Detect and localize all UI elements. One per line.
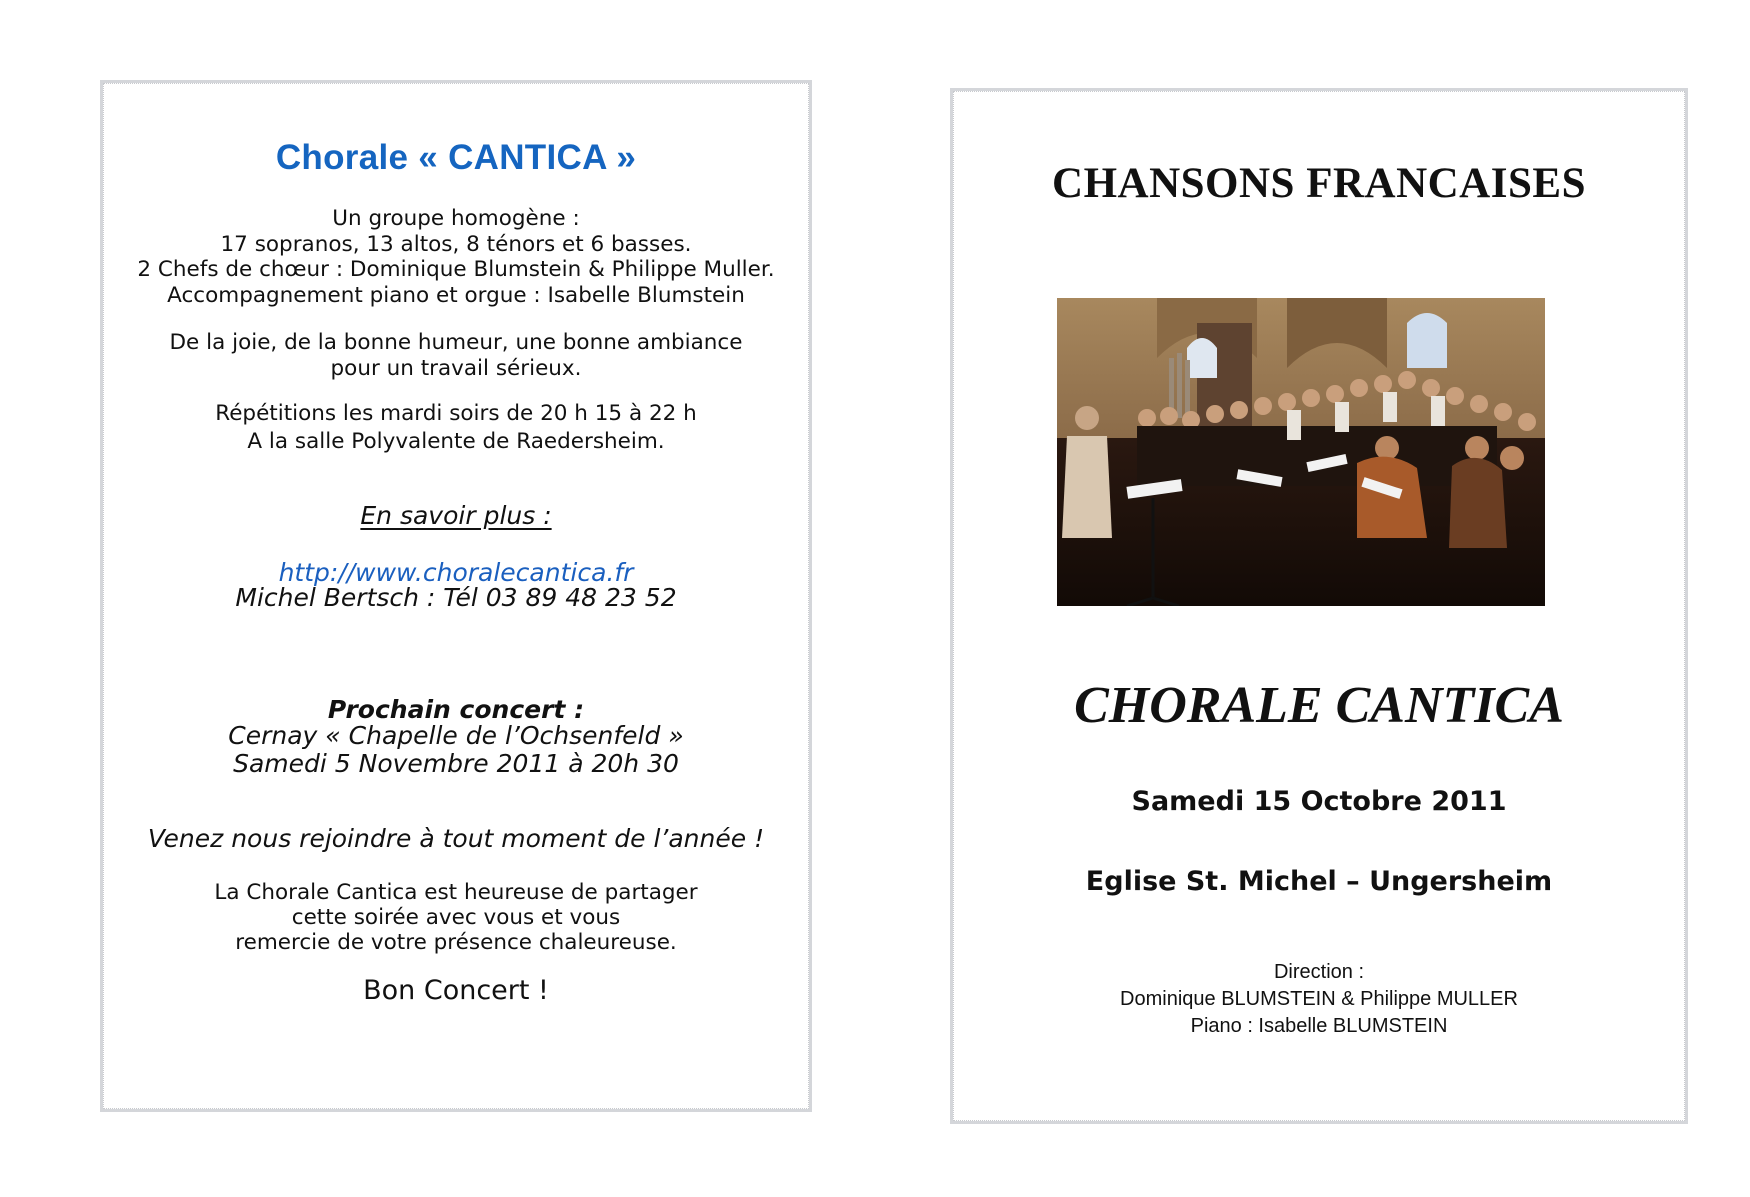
join-text: Venez nous rejoindre à tout moment de l’année ! — [147, 824, 765, 853]
group-line-4: Accompagnement piano et orgue : Isabelle Blumstein — [167, 283, 745, 308]
pianist: Piano : Isabelle BLUMSTEIN — [1190, 1015, 1448, 1037]
left-title: Chorale « CANTICA » — [275, 138, 637, 177]
right-page — [950, 88, 1688, 1124]
thanks-line-3: remercie de votre présence chaleureuse. — [235, 930, 677, 955]
mood-line-2: pour un travail sérieux. — [330, 356, 582, 381]
contact-info: Michel Bertsch : Tél 03 89 48 23 52 — [235, 583, 677, 612]
next-concert-date: Samedi 5 Novembre 2011 à 20h 30 — [233, 749, 679, 778]
group-line-2: 17 sopranos, 13 altos, 8 ténors et 6 basses. — [220, 232, 692, 257]
concert-venue: Eglise St. Michel – Ungersheim — [1085, 866, 1553, 897]
rehearsal-line-2: A la salle Polyvalente de Raedersheim. — [247, 429, 665, 454]
group-line-1: Un groupe homogène : — [332, 206, 580, 231]
next-concert-label: Prochain concert : — [327, 695, 585, 724]
closing-text: Bon Concert ! — [363, 975, 549, 1006]
website-link[interactable]: http://www.choralecantica.fr — [278, 558, 634, 587]
group-line-3: 2 Chefs de chœur : Dominique Blumstein & Philippe Muller. — [137, 257, 775, 282]
direction-label: Direction : — [1273, 961, 1365, 983]
mood-line-1: De la joie, de la bonne humeur, une bonne ambiance — [169, 330, 743, 355]
thanks-line-2: cette soirée avec vous et vous — [291, 905, 621, 930]
directors: Dominique BLUMSTEIN & Philippe MULLER — [1120, 988, 1518, 1010]
next-concert-place: Cernay « Chapelle de l’Ochsenfeld » — [228, 721, 684, 750]
choir-photo — [1057, 298, 1545, 606]
left-page — [100, 80, 812, 1112]
choir-photo-image — [1057, 298, 1545, 606]
more-info-label: En savoir plus : — [360, 501, 552, 530]
concert-theme-heading: CHANSONS FRANCAISES — [1052, 160, 1586, 207]
choir-name: CHORALE CANTICA — [1074, 677, 1564, 734]
concert-date: Samedi 15 Octobre 2011 — [1131, 786, 1507, 817]
thanks-line-1: La Chorale Cantica est heureuse de partager — [214, 880, 698, 905]
rehearsal-line-1: Répétitions les mardi soirs de 20 h 15 à 22 h — [215, 401, 697, 426]
